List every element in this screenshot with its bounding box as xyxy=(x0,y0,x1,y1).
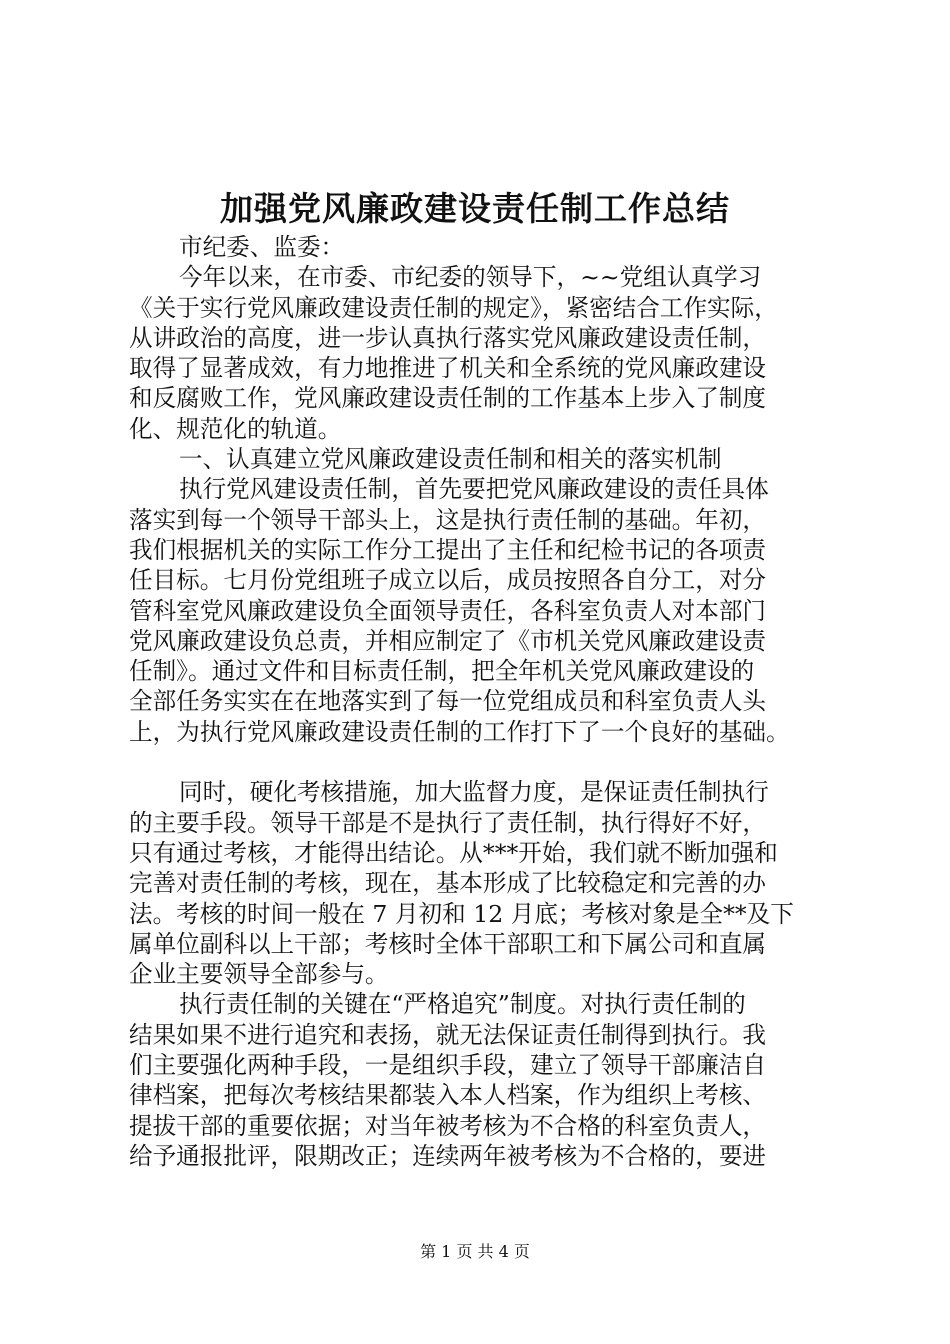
text-line: 化、规范化的轨道。 xyxy=(129,414,342,443)
text-line: 执行责任制的关键在“严格追究”制度。对执行责任制的 xyxy=(179,990,746,1019)
text-line: 任目标。七月份党组班子成立以后，成员按照各自分工，对分 xyxy=(129,566,767,595)
text-line: 和反腐败工作，党风廉政建设责任制的工作基本上步入了制度 xyxy=(129,384,767,413)
text-line: 市纪委、监委： xyxy=(179,233,345,261)
text-line: 的主要手段。领导干部是不是执行了责任制，执行得好不好， xyxy=(129,808,767,837)
text-line: 只有通过考核，才能得出结论。从***开始，我们就不断加强和 xyxy=(129,838,778,867)
text-line: 律档案，把每次考核结果都装入本人档案，作为组织上考核、 xyxy=(129,1081,767,1110)
text-line: 取得了显著成效，有力地推进了机关和全系统的党风廉政建设 xyxy=(129,354,767,383)
text-line: 一、认真建立党风廉政建设责任制和相关的落实机制 xyxy=(179,445,722,474)
text-line: 管科室党风廉政建设负全面领导责任，各科室负责人对本部门 xyxy=(129,596,767,625)
blank-line xyxy=(129,747,849,777)
text-line: 属单位副科以上干部；考核时全体干部职工和下属公司和直属 xyxy=(129,929,767,958)
text-line: 提拔干部的重要依据；对当年被考核为不合格的科室负责人， xyxy=(129,1111,767,1140)
text-line: 执行党风建设责任制，首先要把党风廉政建设的责任具体 xyxy=(179,475,769,504)
text-line: 今年以来，在市委、市纪委的领导下，~~党组认真学习 xyxy=(179,263,762,292)
text-line: 结果如果不进行追究和表扬，就无法保证责任制得到执行。我 xyxy=(129,1020,767,1049)
page-footer: 第 1 页 共 4 页 xyxy=(420,1242,530,1261)
text-line: 从讲政治的高度，进一步认真执行落实党风廉政建设责任制， xyxy=(129,323,767,352)
text-line: 完善对责任制的考核，现在，基本形成了比较稳定和完善的办 xyxy=(129,869,767,898)
text-line: 们主要强化两种手段，一是组织手段，建立了领导干部廉洁自 xyxy=(129,1051,767,1080)
text-line: 落实到每一个领导干部头上，这是执行责任制的基础。年初， xyxy=(129,505,767,534)
text-line: 企业主要领导全部参与。 xyxy=(129,960,389,989)
text-line: 上，为执行党风廉政建设责任制的工作打下了一个良好的基础。 xyxy=(129,717,790,746)
text-line: 法。考核的时间一般在 7 月初和 12 月底；考核对象是全**及下 xyxy=(129,899,794,928)
text-line: 党风廉政建设负总责，并相应制定了《市机关党风廉政建设责 xyxy=(129,626,767,655)
text-line: 全部任务实实在在地落实到了每一位党组成员和科室负责人头 xyxy=(129,687,767,716)
text-line: 《关于实行党风廉政建设责任制的规定》，紧密结合工作实际， xyxy=(129,293,778,322)
text-line: 我们根据机关的实际工作分工提出了主任和纪检书记的各项责 xyxy=(129,535,767,564)
document-title: 加强党风廉政建设责任制工作总结 xyxy=(220,189,730,228)
document-body xyxy=(129,232,849,1171)
text-line: 任制》。通过文件和目标责任制，把全年机关党风廉政建设的 xyxy=(129,657,755,686)
text-line: 给予通报批评，限期改正；连续两年被考核为不合格的，要进 xyxy=(129,1141,767,1170)
text-line: 同时，硬化考核措施，加大监督力度，是保证责任制执行 xyxy=(179,778,769,807)
